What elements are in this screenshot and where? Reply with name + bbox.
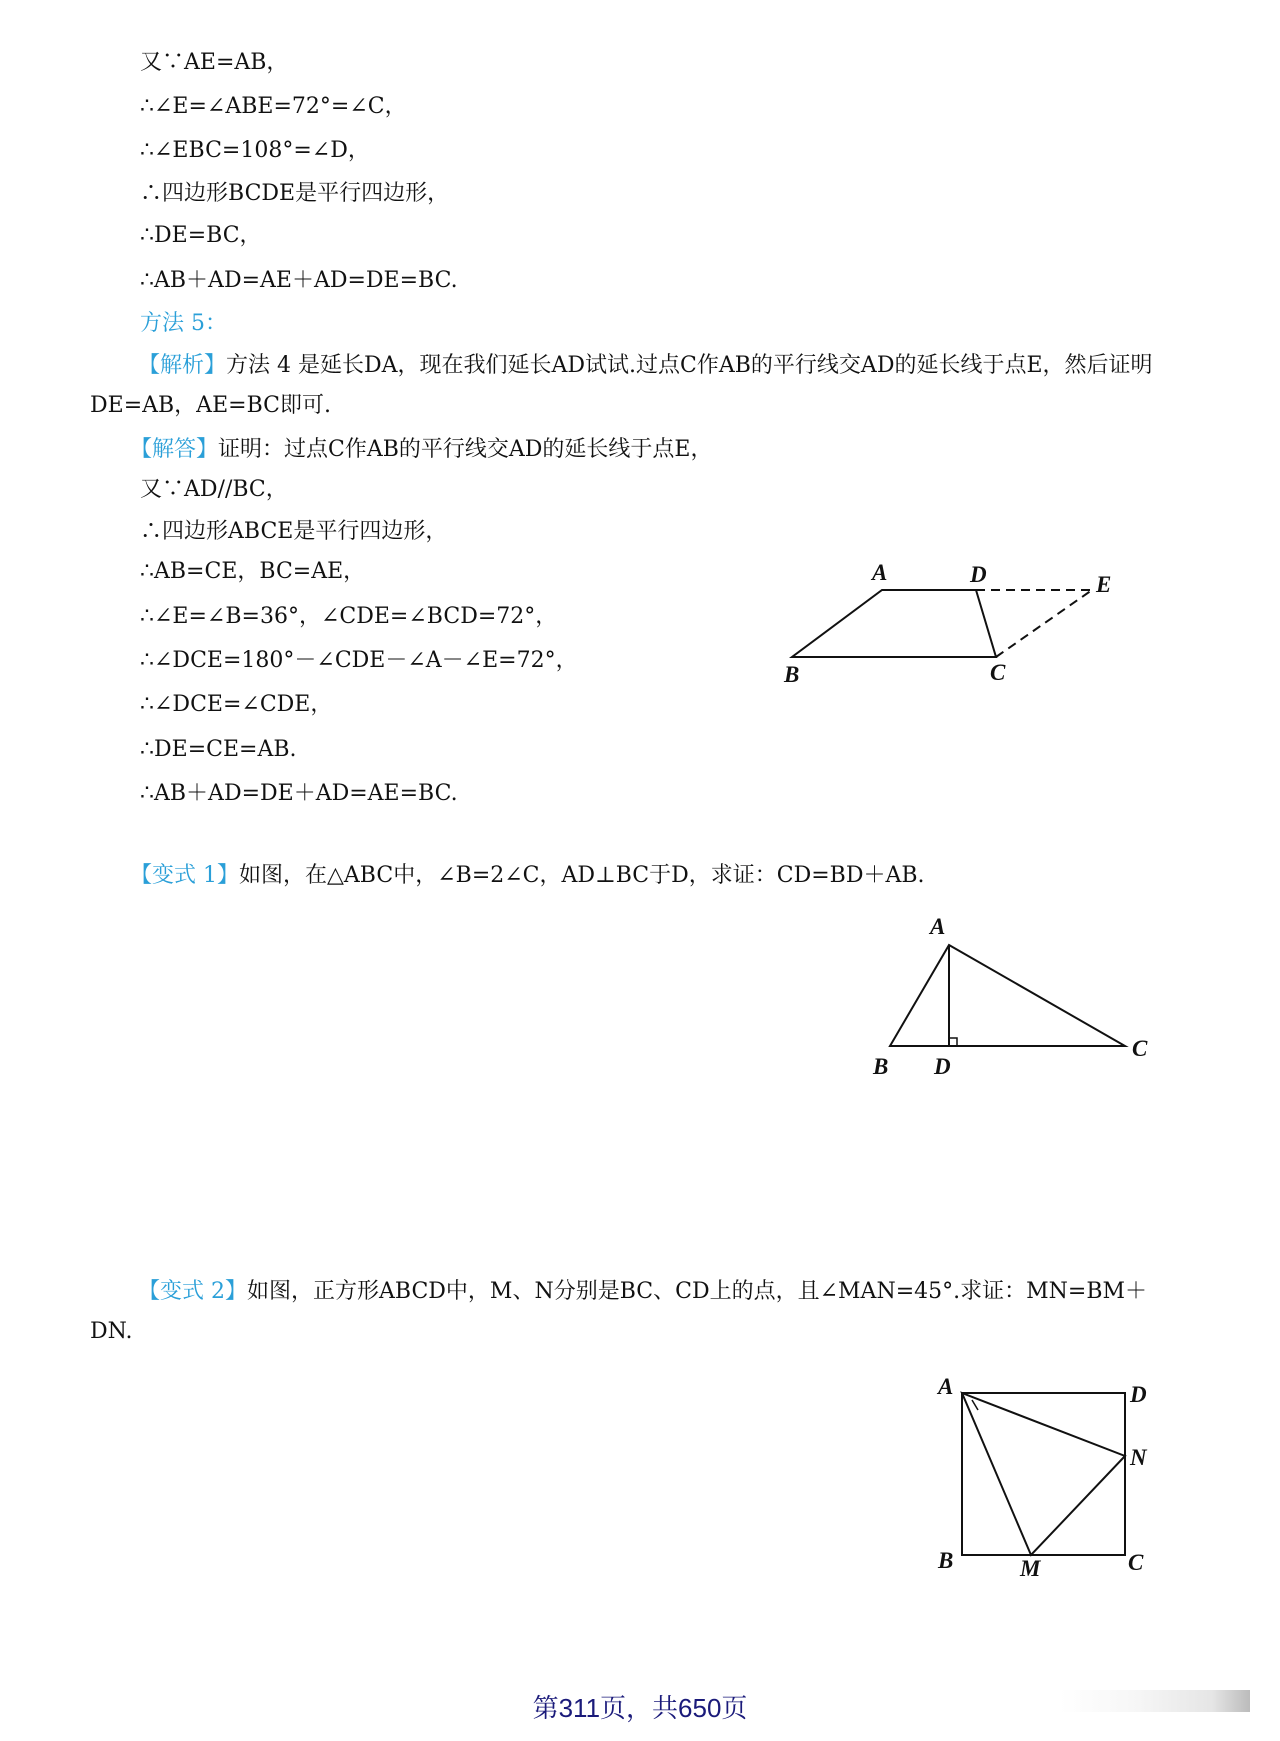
label-B: B — [873, 1054, 889, 1079]
proof-line: ∴∠E=∠ABE=72°=∠C， — [140, 94, 407, 119]
label-N: N — [1130, 1445, 1147, 1470]
page-number-footer: 第311页，共650页 — [532, 1693, 748, 1723]
label-C: C — [1132, 1036, 1148, 1061]
variant1-tag: 【变式 1】 — [130, 863, 239, 888]
proof-line: ∴DE=BC， — [140, 223, 262, 248]
answer-text: 证明：过点C作AB的平行线交AD的延长线于点E， — [218, 437, 713, 462]
label-B: B — [784, 662, 800, 687]
label-A: A — [930, 914, 946, 939]
variant2-text: 如图，正方形ABCD中，M、N分别是BC、CD上的点，且∠MAN=45°.求证：MN=BM＋DN. — [90, 1279, 1148, 1344]
label-D: D — [1130, 1382, 1147, 1407]
variant1-text: 如图，在△ABC中，∠B=2∠C，AD⊥BC于D，求证：CD=BD＋AB. — [239, 863, 925, 888]
method5-heading: 方法 5： — [140, 311, 227, 336]
triangle-amn — [962, 1393, 1125, 1555]
label-D: D — [934, 1054, 951, 1079]
proof-line: ∴DE=CE=AB. — [140, 737, 297, 762]
label-A: A — [872, 560, 888, 585]
proof-line: 又∵AE=AB， — [140, 50, 289, 75]
label-A: A — [938, 1374, 954, 1399]
angle-mark — [972, 1400, 978, 1410]
trapezoid-figure — [792, 590, 1092, 657]
label-B: B — [938, 1548, 954, 1573]
square-figure — [962, 1393, 1125, 1555]
proof-line: ∴∠EBC=108°=∠D， — [140, 138, 370, 163]
analysis-tag: 【解析】 — [138, 353, 227, 378]
proof-line: ∴四边形BCDE是平行四边形， — [140, 181, 450, 206]
right-angle-mark — [949, 1038, 957, 1046]
dashed-ce — [996, 590, 1092, 657]
label-M: M — [1020, 1556, 1041, 1581]
proof-line: 又∵AD//BC， — [140, 477, 288, 502]
label-C: C — [990, 660, 1006, 685]
proof-line: ∴∠DCE=180°－∠CDE－∠A－∠E=72°， — [140, 648, 578, 673]
proof-line: ∴∠DCE=∠CDE， — [140, 692, 333, 717]
variant2-tag: 【变式 2】 — [138, 1279, 247, 1304]
proof-line: ∴四边形ABCE是平行四边形， — [140, 519, 448, 544]
trapezoid-outline — [792, 590, 996, 657]
label-C: C — [1128, 1550, 1144, 1575]
proof-line: ∴AB＋AD=DE＋AD=AE=BC. — [140, 781, 458, 806]
proof-line: ∴AB＋AD=AE＋AD=DE=BC. — [140, 268, 458, 293]
scan-artifact — [1060, 1690, 1250, 1712]
triangle-figure — [890, 945, 1125, 1046]
analysis-text: 方法 4 是延长DA，现在我们延长AD试试.过点C作AB的平行线交AD的延长线于点E，然后证明DE=AB，AE=BC即可. — [90, 353, 1153, 418]
proof-line: ∴∠E=∠B=36°，∠CDE=∠BCD=72°， — [140, 604, 558, 629]
proof-line: ∴AB=CE，BC=AE， — [140, 559, 366, 584]
label-D: D — [970, 562, 987, 587]
answer-tag: 【解答】 — [130, 437, 219, 462]
square-abcd — [962, 1393, 1125, 1555]
triangle-abc — [890, 945, 1125, 1046]
label-E: E — [1096, 572, 1112, 597]
